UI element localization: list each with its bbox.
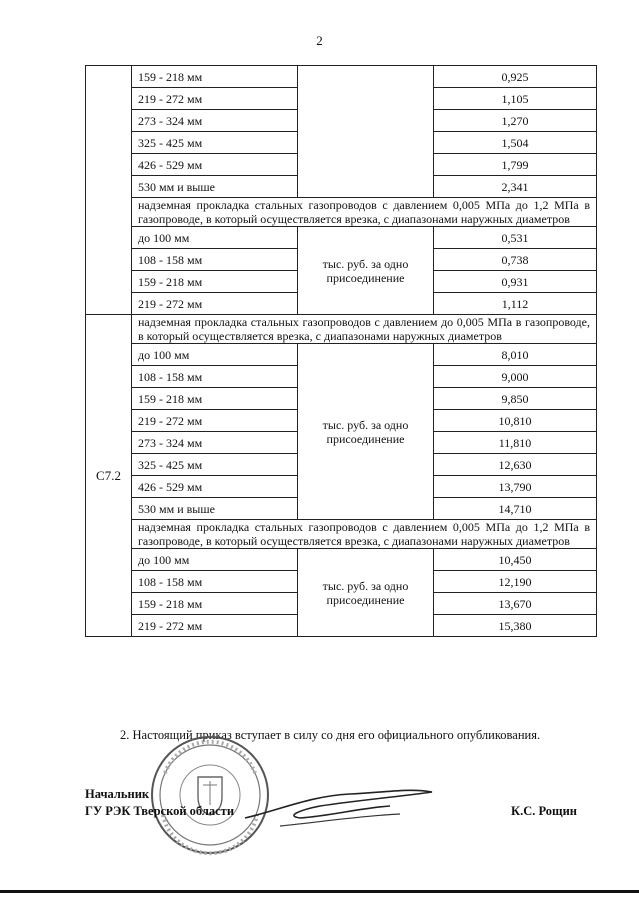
price-value: 1,105 — [434, 88, 597, 110]
section-description-row — [86, 520, 597, 549]
diameter-range: 108 - 158 мм — [132, 249, 298, 271]
unit-label: тыс. руб. за одно присоединение — [298, 344, 434, 520]
price-value: 10,450 — [434, 549, 597, 571]
unit-label: тыс. руб. за одно присоединение — [298, 549, 434, 637]
diameter-range: 426 - 529 мм — [132, 476, 298, 498]
code-cell-empty — [86, 66, 132, 315]
bottom-border-line — [0, 890, 639, 893]
page-number: 2 — [316, 33, 323, 48]
signer-name: К.С. Рощин — [511, 804, 577, 818]
price-value: 11,810 — [434, 432, 597, 454]
diameter-range: 426 - 529 мм — [132, 154, 298, 176]
diameter-range: 530 мм и выше — [132, 498, 298, 520]
price-value: 9,850 — [434, 388, 597, 410]
diameter-range: 325 - 425 мм — [132, 454, 298, 476]
diameter-range: 219 - 272 мм — [132, 88, 298, 110]
price-value: 12,630 — [434, 454, 597, 476]
price-value: 0,738 — [434, 249, 597, 271]
signer-organization: ГУ РЭК Тверской области — [85, 804, 235, 818]
table-row — [86, 227, 597, 249]
diameter-range: 273 - 324 мм — [132, 110, 298, 132]
diameter-range: 159 - 218 мм — [132, 593, 298, 615]
price-value: 14,710 — [434, 498, 597, 520]
price-value: 1,799 — [434, 154, 597, 176]
section-description-row — [86, 198, 597, 227]
diameter-range: 159 - 218 мм — [132, 66, 298, 88]
section-description: надземная прокладка стальных газопроводов с давлением 0,005 МПа до 1,2 МПа в газопроводе, в который осуществляется врезка, с диапазонами наружных диаметров — [132, 520, 597, 549]
price-value: 0,931 — [434, 271, 597, 293]
price-value: 10,810 — [434, 410, 597, 432]
price-value: 1,270 — [434, 110, 597, 132]
price-value: 12,190 — [434, 571, 597, 593]
diameter-range: 159 - 218 мм — [132, 388, 298, 410]
price-value: 13,790 — [434, 476, 597, 498]
price-value: 0,925 — [434, 66, 597, 88]
tariff-code: С7.2 — [86, 315, 132, 637]
price-value: 9,000 — [434, 366, 597, 388]
price-value: 2,341 — [434, 176, 597, 198]
price-value: 1,504 — [434, 132, 597, 154]
diameter-range: 108 - 158 мм — [132, 571, 298, 593]
table-row — [86, 66, 597, 88]
section-description: надземная прокладка стальных газопроводов с давлением 0,005 МПа до 1,2 МПа в газопроводе, в который осуществляется врезка, с диапазонами наружных диаметров — [132, 198, 597, 227]
diameter-range: 325 - 425 мм — [132, 132, 298, 154]
diameter-range: 273 - 324 мм — [132, 432, 298, 454]
section-description: надземная прокладка стальных газопроводов с давлением до 0,005 МПа в газопроводе, в который осуществляется врезка, с диапазонами наружных диаметров — [132, 315, 597, 344]
diameter-range: до 100 мм — [132, 227, 298, 249]
diameter-range: 108 - 158 мм — [132, 366, 298, 388]
tariff-table — [85, 65, 597, 637]
table-row — [86, 344, 597, 366]
unit-label: тыс. руб. за одно присоединение — [298, 227, 434, 315]
price-value: 8,010 — [434, 344, 597, 366]
section-description-row — [86, 315, 597, 344]
diameter-range: 219 - 272 мм — [132, 293, 298, 315]
price-value: 13,670 — [434, 593, 597, 615]
diameter-range: 219 - 272 мм — [132, 410, 298, 432]
diameter-range: 159 - 218 мм — [132, 271, 298, 293]
price-value: 15,380 — [434, 615, 597, 637]
price-value: 1,112 — [434, 293, 597, 315]
handwritten-signature — [240, 770, 440, 840]
unit-cell-empty — [298, 66, 434, 198]
diameter-range: до 100 мм — [132, 549, 298, 571]
table-row — [86, 549, 597, 571]
diameter-range: 530 мм и выше — [132, 176, 298, 198]
price-value: 0,531 — [434, 227, 597, 249]
diameter-range: 219 - 272 мм — [132, 615, 298, 637]
signer-position: Начальник — [85, 787, 150, 801]
diameter-range: до 100 мм — [132, 344, 298, 366]
order-paragraph: 2. Настоящий приказ вступает в силу со дня его официального опубликования. — [120, 728, 541, 742]
